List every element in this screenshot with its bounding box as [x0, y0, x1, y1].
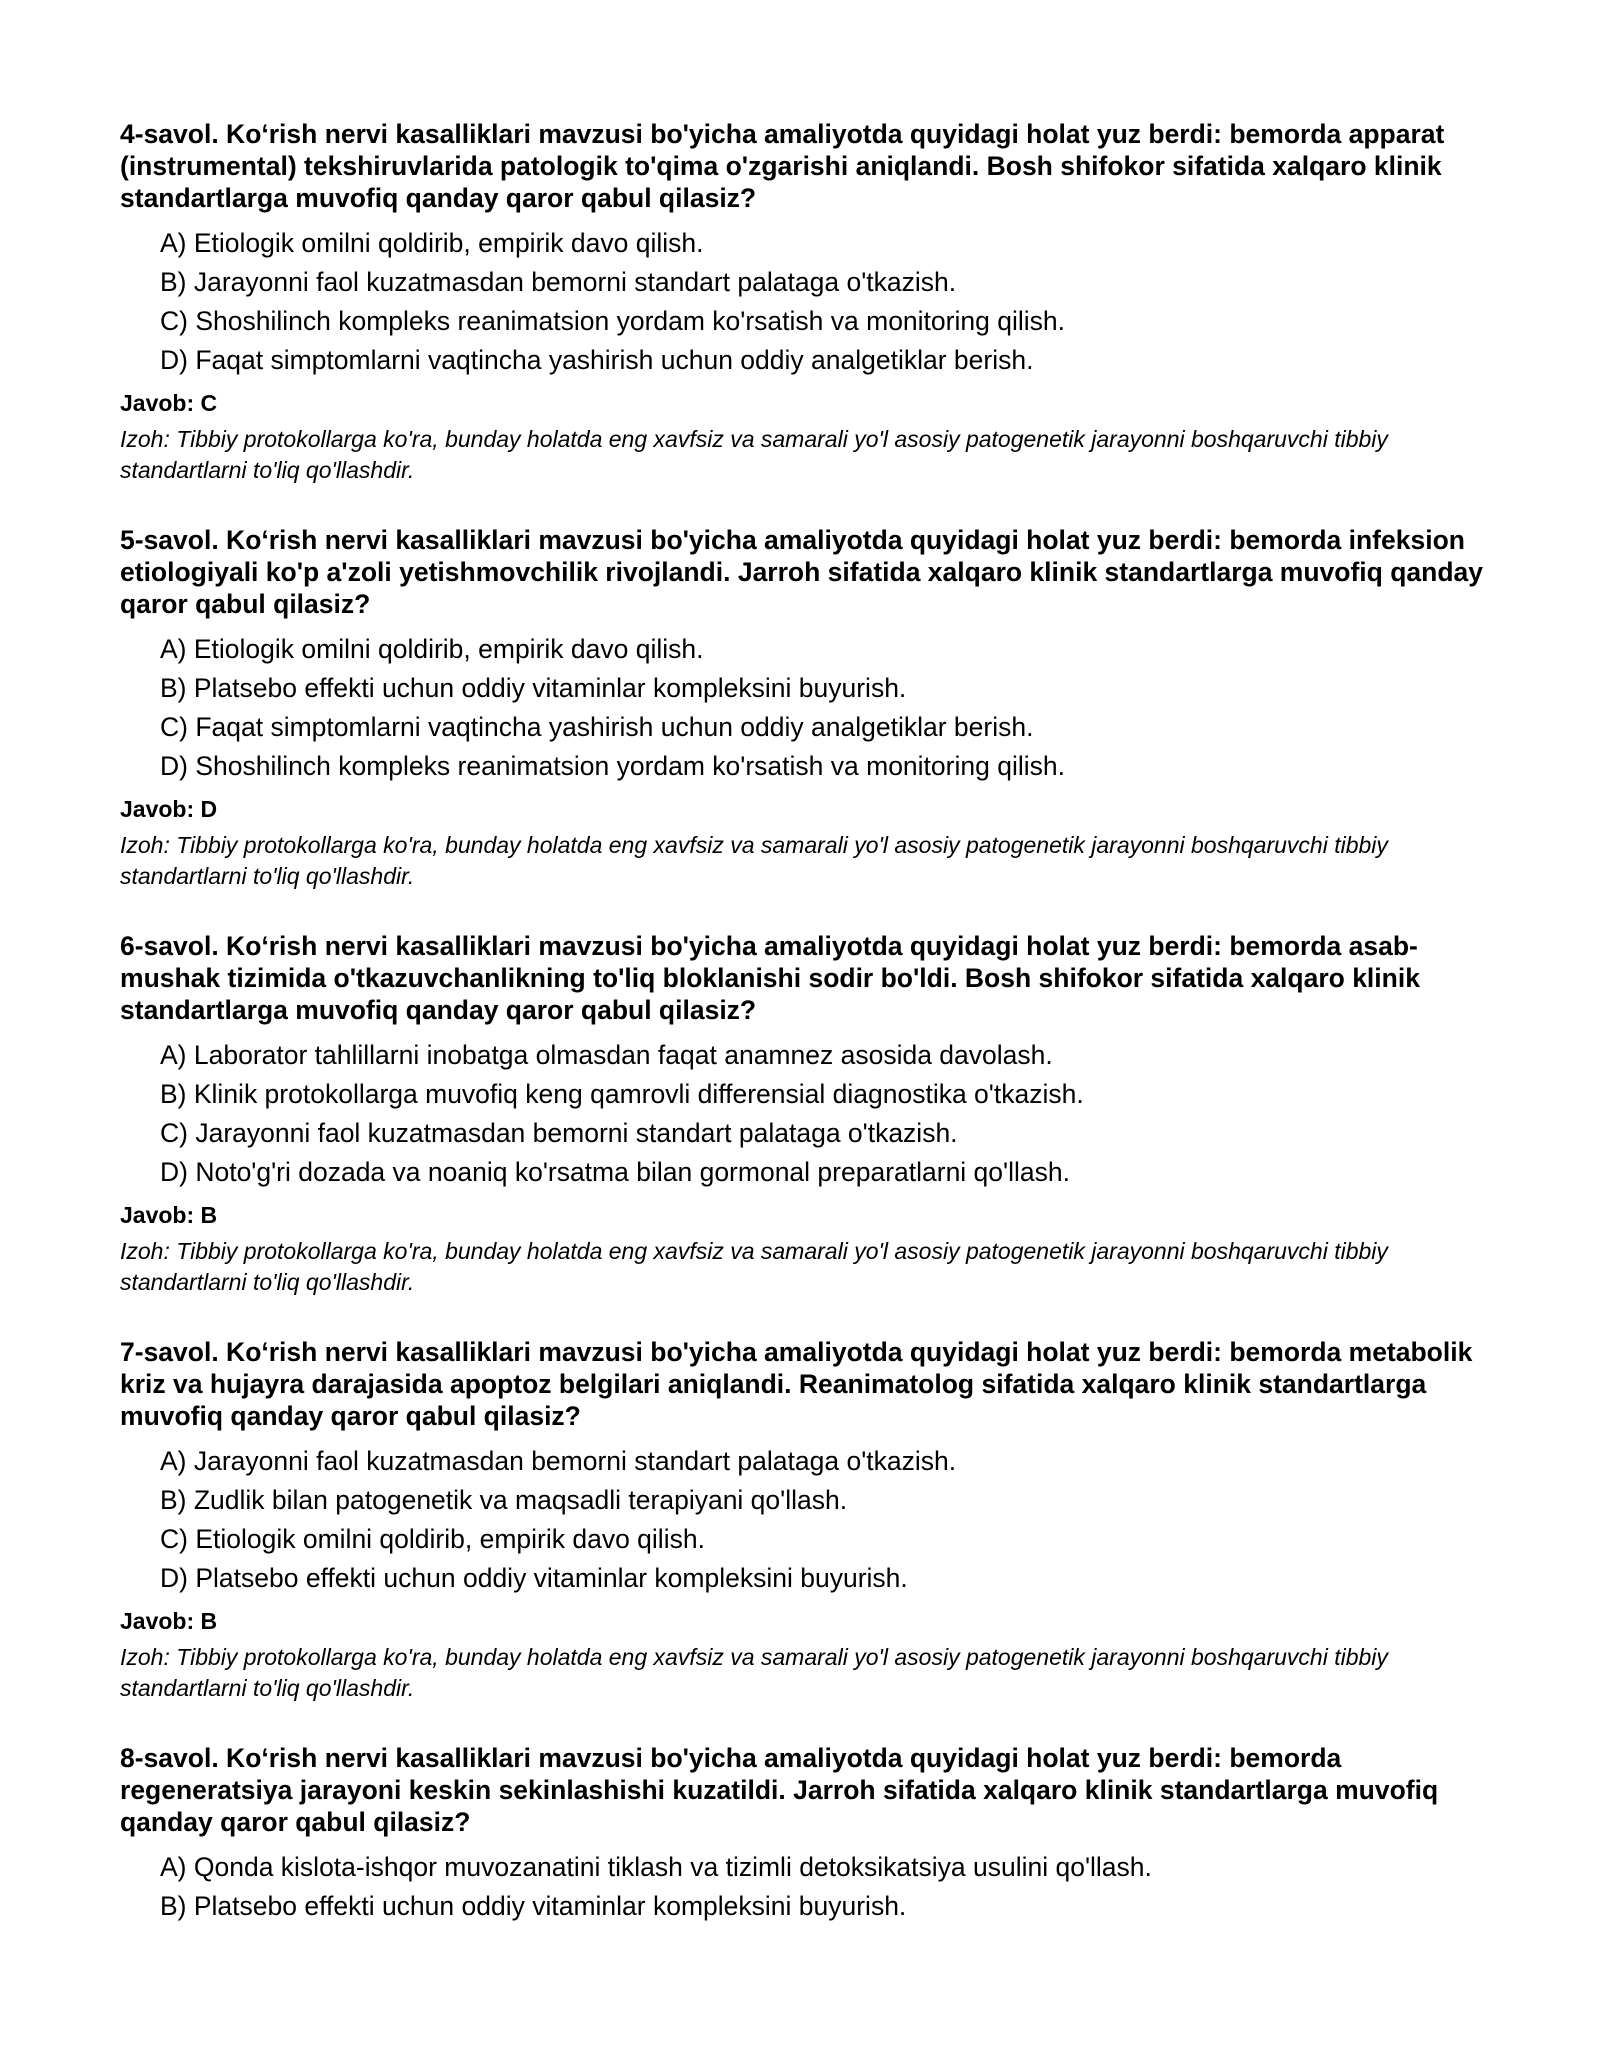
options-list — [120, 630, 1490, 786]
explanation-text: Izoh: Tibbiy protokollarga ko'ra, bunday holatda eng xavfsiz va samarali yo'l asosiy patogenetik jarayonni boshqaruvchi tibbiy standartlarni to'liq qo'llashdir. — [120, 832, 1388, 889]
answer-label: Javob: B — [120, 1202, 218, 1228]
explanation-text: Izoh: Tibbiy protokollarga ko'ra, bunday holatda eng xavfsiz va samarali yo'l asosiy patogenetik jarayonni boshqaruvchi tibbiy standartlarni to'liq qo'llashdir. — [120, 1644, 1388, 1701]
question-text: 8-savol. Ko‘rish nervi kasalliklari mavzusi bo'yicha amaliyotda quyidagi holat yuz berdi: bemorda regeneratsiya jarayoni keskin sekinlashishi kuzatildi. Jarroh sifatida xalqaro klinik standartlarga muvofiq qanday qaror qabul qilasiz? — [120, 1743, 1439, 1837]
option-c: C) Etiologik omilni qoldirib, empirik davo qilish. — [160, 1524, 705, 1554]
answer-label: Javob: C — [120, 390, 218, 416]
question-block-7 — [120, 1336, 1490, 1704]
question-block-6 — [120, 930, 1490, 1298]
options-list — [120, 1848, 1490, 1926]
document-page — [120, 118, 1490, 1964]
option-b: B) Jarayonni faol kuzatmasdan bemorni standart palataga o'tkazish. — [160, 267, 957, 297]
option-d: D) Shoshilinch kompleks reanimatsion yordam ko'rsatish va monitoring qilish. — [160, 751, 1065, 781]
option-d: D) Noto'g'ri dozada va noaniq ko'rsatma bilan gormonal preparatlarni qo'llash. — [160, 1157, 1070, 1187]
question-block-4 — [120, 118, 1490, 486]
answer-label: Javob: D — [120, 796, 218, 822]
option-a: A) Jarayonni faol kuzatmasdan bemorni standart palataga o'tkazish. — [160, 1446, 957, 1476]
question-text: 6-savol. Ko‘rish nervi kasalliklari mavzusi bo'yicha amaliyotda quyidagi holat yuz berdi: bemorda asab-mushak tizimida o'tkazuvchanlikning to'liq bloklanishi sodir bo'ldi. Bosh shifokor sifatida xalqaro klinik standartlarga muvofiq qanday qaror qabul qilasiz? — [120, 931, 1420, 1025]
options-list — [120, 1036, 1490, 1192]
question-text: 7-savol. Ko‘rish nervi kasalliklari mavzusi bo'yicha amaliyotda quyidagi holat yuz berdi: bemorda metabolik kriz va hujayra darajasida apoptoz belgilari aniqlandi. Reanimatolog sifatida xalqaro klinik standartlarga muvofiq qanday qaror qabul qilasiz? — [120, 1337, 1473, 1431]
explanation-text: Izoh: Tibbiy protokollarga ko'ra, bunday holatda eng xavfsiz va samarali yo'l asosiy patogenetik jarayonni boshqaruvchi tibbiy standartlarni to'liq qo'llashdir. — [120, 1238, 1388, 1295]
question-block-5 — [120, 524, 1490, 892]
option-b: B) Klinik protokollarga muvofiq keng qamrovli differensial diagnostika o'tkazish. — [160, 1079, 1084, 1109]
option-a: A) Etiologik omilni qoldirib, empirik davo qilish. — [160, 634, 704, 664]
options-list — [120, 1442, 1490, 1598]
option-a: A) Etiologik omilni qoldirib, empirik davo qilish. — [160, 228, 704, 258]
question-text: 4-savol. Ko‘rish nervi kasalliklari mavzusi bo'yicha amaliyotda quyidagi holat yuz berdi: bemorda apparat (instrumental) tekshiruvlarida patologik to'qima o'zgarishi aniqlandi. Bosh shifokor sifatida xalqaro klinik standartlarga muvofiq qanday qaror qabul qilasiz? — [120, 119, 1445, 213]
option-c: C) Faqat simptomlarni vaqtincha yashirish uchun oddiy analgetiklar berish. — [160, 712, 1034, 742]
option-d: D) Platsebo effekti uchun oddiy vitaminlar kompleksini buyurish. — [160, 1563, 908, 1593]
option-a: A) Qonda kislota-ishqor muvozanatini tiklash va tizimli detoksikatsiya usulini qo'llash. — [160, 1852, 1152, 1882]
question-block-8 — [120, 1742, 1490, 1926]
option-b: B) Platsebo effekti uchun oddiy vitaminlar kompleksini buyurish. — [160, 1891, 907, 1921]
option-a: A) Laborator tahlillarni inobatga olmasdan faqat anamnez asosida davolash. — [160, 1040, 1053, 1070]
option-c: C) Jarayonni faol kuzatmasdan bemorni standart palataga o'tkazish. — [160, 1118, 958, 1148]
answer-label: Javob: B — [120, 1608, 218, 1634]
option-b: B) Zudlik bilan patogenetik va maqsadli terapiyani qo'llash. — [160, 1485, 848, 1515]
option-b: B) Platsebo effekti uchun oddiy vitaminlar kompleksini buyurish. — [160, 673, 907, 703]
explanation-text: Izoh: Tibbiy protokollarga ko'ra, bunday holatda eng xavfsiz va samarali yo'l asosiy patogenetik jarayonni boshqaruvchi tibbiy standartlarni to'liq qo'llashdir. — [120, 426, 1388, 483]
options-list — [120, 224, 1490, 380]
option-c: C) Shoshilinch kompleks reanimatsion yordam ko'rsatish va monitoring qilish. — [160, 306, 1065, 336]
question-text: 5-savol. Ko‘rish nervi kasalliklari mavzusi bo'yicha amaliyotda quyidagi holat yuz berdi: bemorda infeksion etiologiyali ko'p a'zoli yetishmovchilik rivojlandi. Jarroh sifatida xalqaro klinik standartlarga muvofiq qanday qaror qabul qilasiz? — [120, 525, 1483, 619]
option-d: D) Faqat simptomlarni vaqtincha yashirish uchun oddiy analgetiklar berish. — [160, 345, 1034, 375]
